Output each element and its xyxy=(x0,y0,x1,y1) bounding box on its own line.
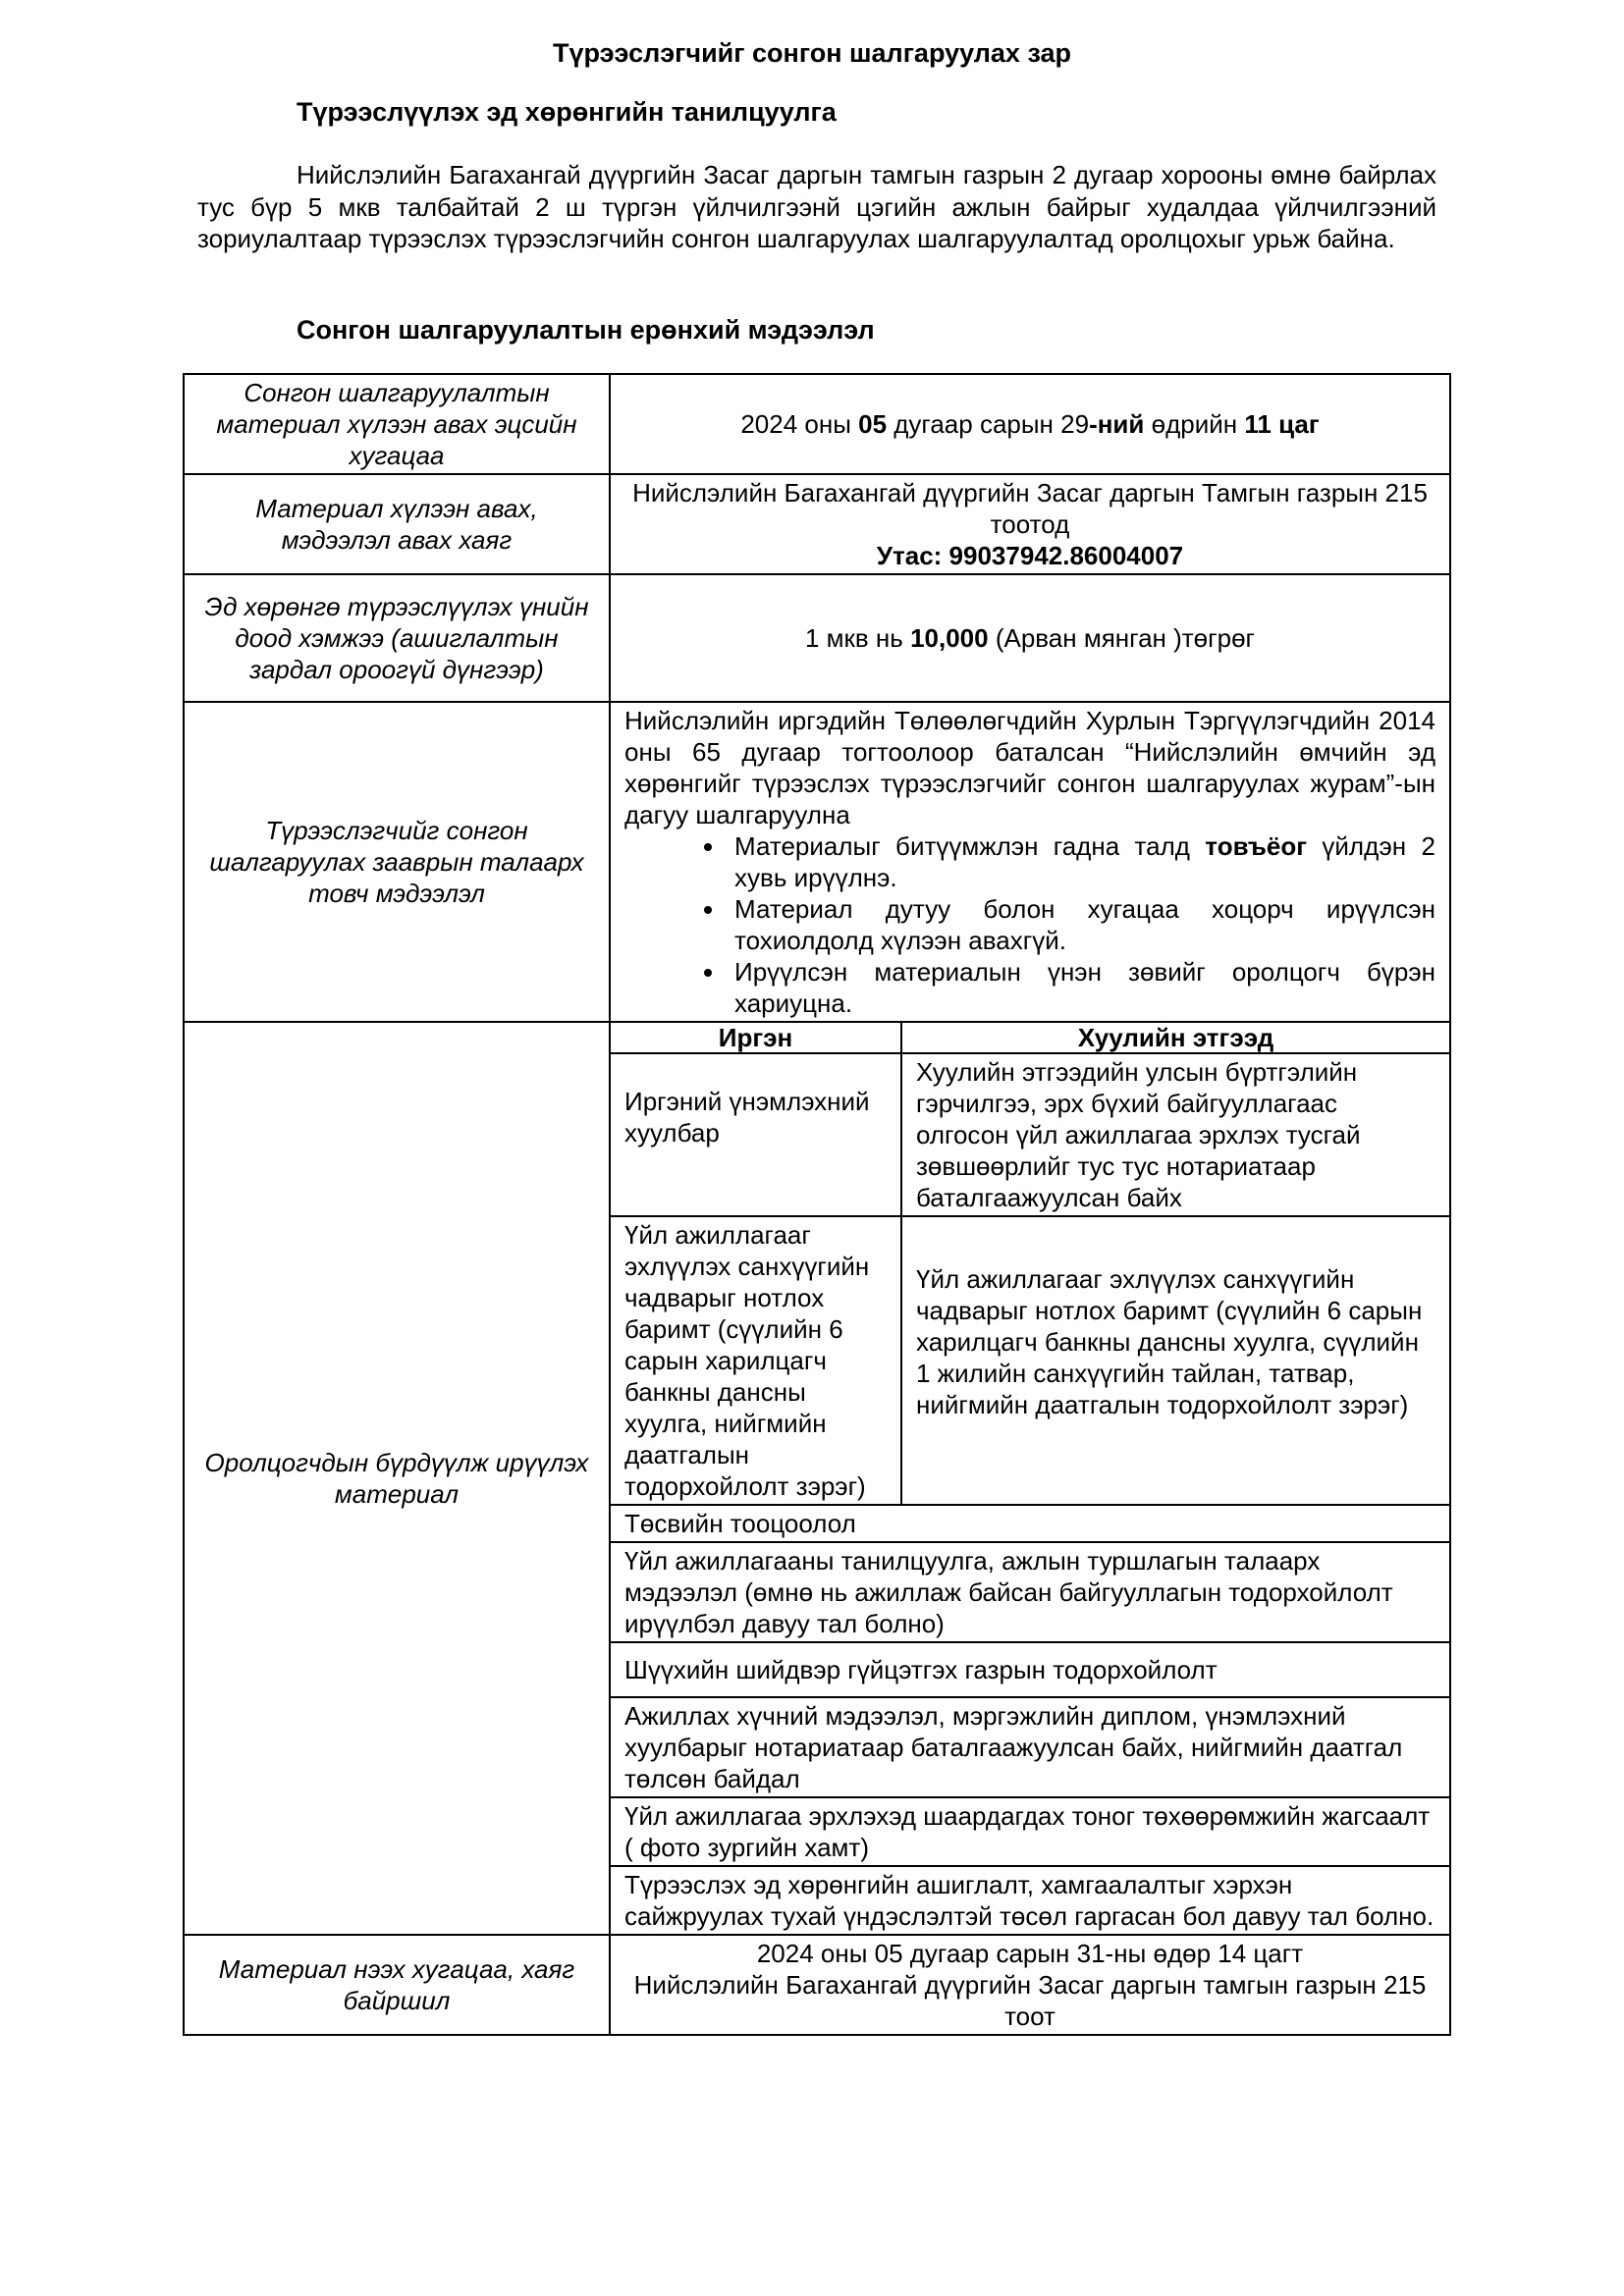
citizen-financial-proof: Үйл ажиллагааг эхлүүлэх санхүүгийн чадварыг нотлох баримт (сүүлийн 6 сарын харилцагч банкны дансны хуулга, нийгмийн даатгалын тодорхойлолт зэрэг) xyxy=(611,1216,901,1505)
deadline-month: 05 xyxy=(858,409,888,439)
business-intro: Үйл ажиллагааны танилцуулга, ажлын туршлагын талаарх мэдээлэл (өмнө нь ажиллаж байсан байгууллагын тодорхойлолт ирүүлбэл давуу тал болно) xyxy=(611,1542,1449,1642)
entity-registration: Хуулийн этгээдийн улсын бүртгэлийн гэрчилгээ, эрх бүхий байгууллагаас олгосон үйл ажиллагаа эрхлэх тусгай зөвшөөрлийг тус тус нотариатаар баталгаажуулсан байх xyxy=(901,1053,1449,1216)
equipment-text: Үйл ажиллагаа эрхлэхэд шаардагдах тоног төхөөрөмжийн жагсаалт xyxy=(624,1801,1431,1831)
price-text: 1 мкв нь xyxy=(804,623,911,653)
entity-financial-proof: Үйл ажиллагааг эхлүүлэх санхүүгийн чадварыг нотлох баримт (сүүлийн 6 сарын харилцагч банкны дансны хуулга, сүүлийн 1 жилийн санхүүгийн тайлан, татвар, нийгмийн даатгалын тодорхойлолт зэрэг) xyxy=(901,1216,1449,1505)
price-text: (Арван мянган )төгрөг xyxy=(988,623,1256,653)
min-price-value xyxy=(610,574,1450,702)
budget-estimate: Төсвийн тооцоолол xyxy=(611,1505,1449,1542)
deadline-hour: 11 цаг xyxy=(1244,409,1320,439)
address-text: Нийслэлийн Багахангай дүүргийн Засаг даргын Тамгын газрын 215 тоотод xyxy=(632,478,1428,539)
instructions-paragraph: Нийслэлийн иргэдийн Төлөөлөгчдийн Хурлын Тэргүүлэгчдийн 2014 оны 65 дугаар тогтоолоор баталсан “Нийслэлийн өмчийн эд хөрөнгийг түрээслэх түрээслэгчийг сонгон шалгаруулах журам”-ын дагуу шалгаруулна xyxy=(624,706,1435,829)
deadline-text: өдрийн xyxy=(1144,409,1245,439)
col-header-entity: Хуулийн этгээд xyxy=(901,1023,1449,1053)
opening-time: 2024 оны 05 дугаар сарын 31-ны өдөр 14 цагт xyxy=(756,1939,1304,1968)
instructions-value xyxy=(610,702,1450,1022)
opening-value xyxy=(610,1935,1450,2035)
price-amount: 10,000 xyxy=(910,623,989,653)
table-row xyxy=(184,374,1450,474)
table-row xyxy=(184,1022,1450,1935)
intro-paragraph: Нийслэлийн Багахангай дүүргийн Засаг даргын тамгын газрын 2 дугаар хорооны өмнө байрлах тус бүр 5 мкв талбайтай 2 ш түргэн үйлчилгээнй цэгийн ажлын байрыг худалдаа үйлчилгээний зориулалтаар түрээслэх түрээслэгчийн сонгон шалгаруулах шалгаруулалтад оролцохыг урьж байна. xyxy=(197,160,1436,253)
list-item: • Ирүүлсэн материалын үнэн зөвийг оролцогч бүрэн хариуцна. xyxy=(727,956,1435,1019)
list-item: • Материал дутуу болон хугацаа хоцорч ирүүлсэн тохиолдолд хүлээн авахгүй. xyxy=(727,893,1435,956)
list-emphasis: товъёог xyxy=(1205,831,1308,861)
intro-heading: Түрээслүүлэх эд хөрөнгийн танилцуулга xyxy=(297,97,837,127)
deadline-suffix: -ний xyxy=(1089,409,1145,439)
info-table xyxy=(183,373,1451,2036)
workforce-info: Ажиллах хүчний мэдээлэл, мэргэжлийн диплом, үнэмлэхний хуулбарыг нотариатаар баталгаажуулсан байх, нийгмийн даатгал төлсөн байдал xyxy=(611,1697,1449,1797)
instructions-list xyxy=(624,830,1435,1019)
document-title: Түрээслэгчийг сонгон шалгаруулах зар xyxy=(552,38,1072,68)
section-heading: Сонгон шалгаруулалтын ерөнхий мэдээлэл xyxy=(297,315,875,345)
deadline-label: Сонгон шалгаруулалтын материал хүлээн авах эцсийн хугацаа xyxy=(184,374,610,474)
deadline-text: 2024 оны xyxy=(740,409,859,439)
equipment-list xyxy=(611,1797,1449,1866)
opening-label: Материал нээх хугацаа, хаяг байршил xyxy=(184,1935,610,2035)
table-row xyxy=(184,474,1450,574)
address-label: Материал хүлээн авах, мэдээлэл авах хаяг xyxy=(184,474,610,574)
materials-table xyxy=(611,1023,1449,1934)
materials-value xyxy=(610,1022,1450,1935)
materials-label: Оролцогчдын бүрдүүлж ирүүлэх материал xyxy=(184,1022,610,1935)
instructions-label: Түрээслэгчийг сонгон шалгаруулах зааврын талаарх товч мэдээлэл xyxy=(184,702,610,1022)
citizen-id-copy: Иргэний үнэмлэхний хуулбар xyxy=(611,1053,901,1216)
list-text: Материалыг битүүмжлэн гадна талд xyxy=(734,831,1206,861)
table-row xyxy=(184,702,1450,1022)
opening-address: Нийслэлийн Багахангай дүүргийн Засаг даргын тамгын газрын 215 тоот xyxy=(633,1970,1427,2031)
table-row xyxy=(184,1935,1450,2035)
deadline-value xyxy=(610,374,1450,474)
list-text: үйлдэн 2 хувь ирүүлнэ. xyxy=(734,831,1435,892)
address-value xyxy=(610,474,1450,574)
table-row xyxy=(184,574,1450,702)
min-price-label: Эд хөрөнгө түрээслүүлэх үнийн доод хэмжээ (ашиглалтын зардал ороогүй дүнгээр) xyxy=(184,574,610,702)
deadline-text: дугаар сарын 29 xyxy=(887,409,1090,439)
equipment-note: ( фото зургийн хамт) xyxy=(624,1833,869,1862)
improvement-proposal: Түрээслэх эд хөрөнгийн ашиглалт, хамгаалалтыг хэрхэн сайжруулах тухай үндэслэлтэй төсөл гаргасан бол давуу тал болно. xyxy=(611,1866,1449,1934)
phone-text: Утас: 99037942.86004007 xyxy=(876,541,1184,570)
col-header-citizen: Иргэн xyxy=(611,1023,901,1053)
court-certificate: Шүүхийн шийдвэр гүйцэтгэх газрын тодорхойлолт xyxy=(611,1642,1449,1697)
list-item xyxy=(727,830,1435,893)
